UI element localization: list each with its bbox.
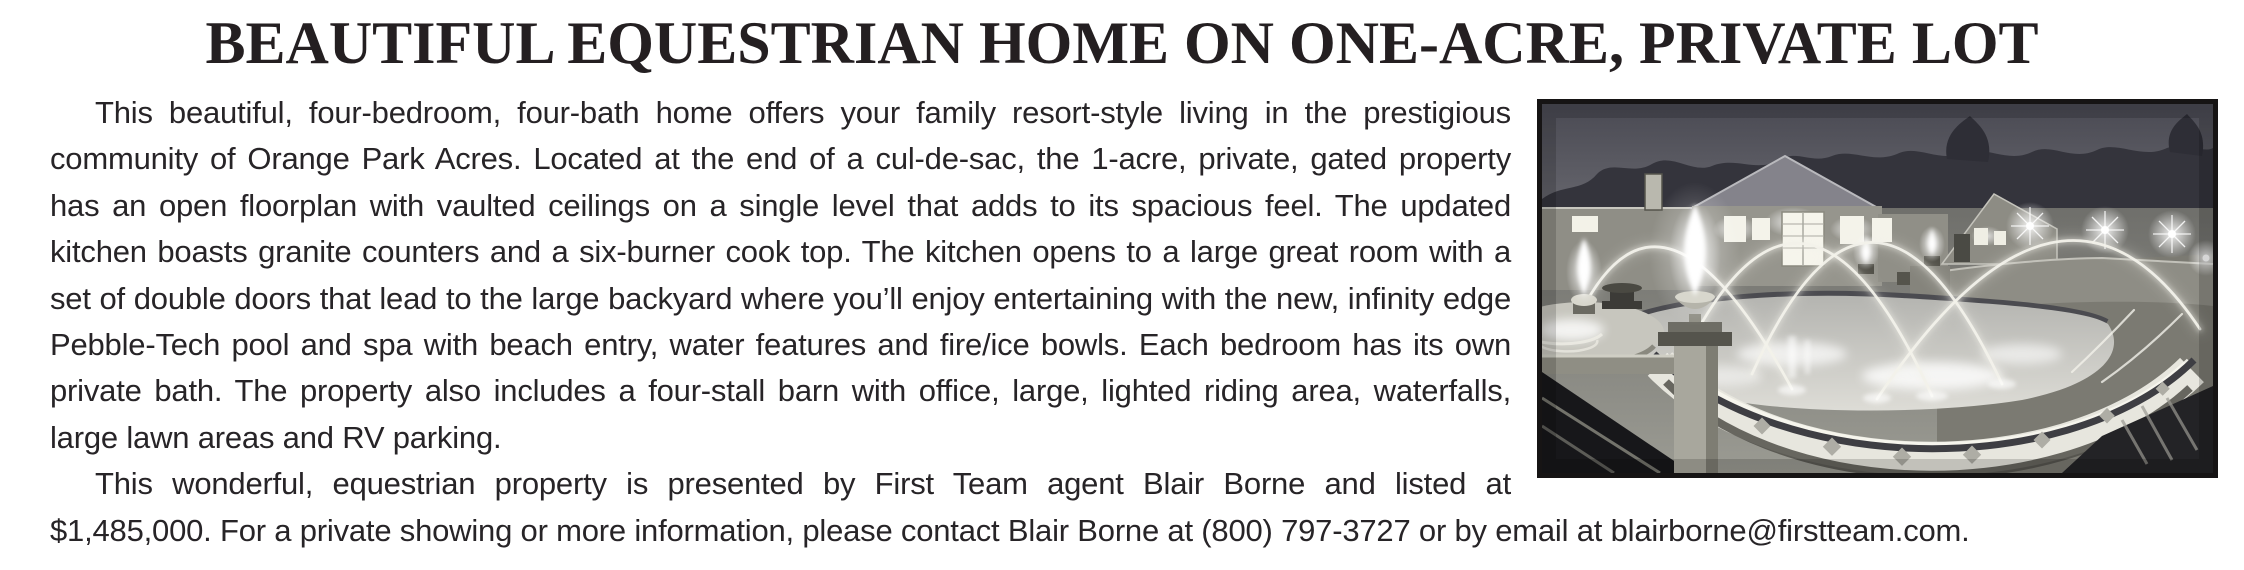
property-photo-art [1542, 104, 2213, 473]
paragraph-description: This beautiful, four-bedroom, four-bath home offers your family resort-style living in the prestigious community of Orange Park Acres. Located at the end of a cul-de-sac, the 1-acre, private, gated property has an open floorplan with vaulted ceilings on a single level that adds to its spacious feel. The updated kitchen boasts granite counters and a six-burner cook top. The kitchen opens to a large great room with a set of double doors that lead to the large backyard where you’ll enjoy entertaining with the new, infinity edge Pebble-Tech pool and spa with beach entry, water features and fire/ice bowls. Each bedroom has its own private bath. The property also includes a four-stall barn with office, large, lighted riding area, waterfalls, large lawn areas and RV parking. [50, 95, 1511, 455]
newspaper-ad [0, 12, 2244, 570]
ad-headline: BEAUTIFUL EQUESTRIAN HOME ON ONE-ACRE, PRIVATE LOT [205, 10, 2039, 76]
paragraph-contact: This wonderful, equestrian property is presented by First Team agent Blair Borne and listed at $1,485,000. For a private showing or more information, please contact Blair Borne at (800) 797-3727 or by email at blairborne@firstteam.com. [50, 466, 1970, 548]
property-photo [1537, 99, 2218, 478]
ad-body [50, 90, 2218, 554]
